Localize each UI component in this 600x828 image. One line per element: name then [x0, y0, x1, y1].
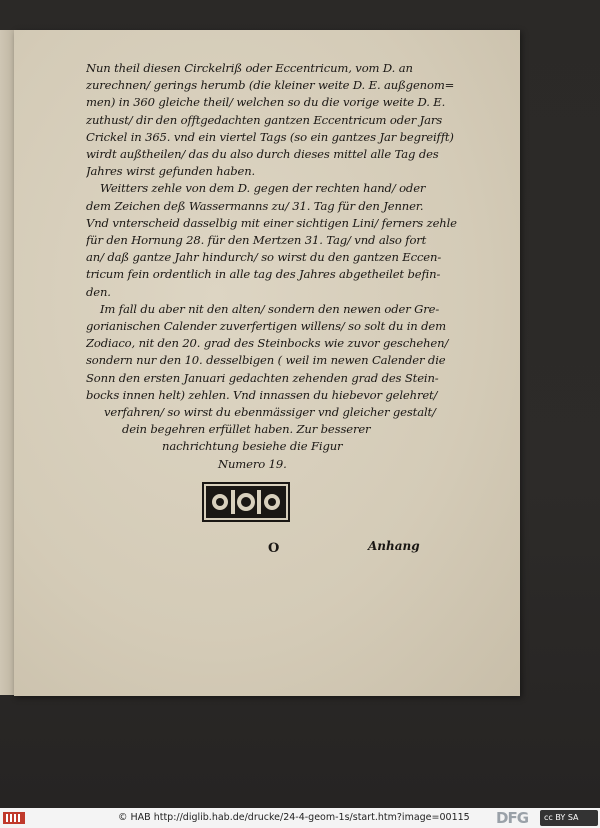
viewer-footer	[0, 808, 600, 828]
body-text	[86, 60, 496, 473]
text-line: Weitters zehle von dem D. gegen der rechten hand/ oder	[100, 181, 426, 196]
text-line: dein begehren erfüllet haben. Zur besserer	[122, 422, 371, 437]
book-page	[14, 30, 520, 696]
text-line: zurechnen/ gerings herumb (die kleiner weite D. E. außgenom=	[86, 78, 455, 93]
text-line: sondern nur den 10. desselbigen ( weil im newen Calender die	[86, 353, 446, 368]
text-line: bocks innen helt) zehlen. Vnd innassen du hiebevor gelehret/	[86, 387, 438, 402]
paragraph-2	[86, 180, 496, 300]
text-line: für den Hornung 28. für den Mertzen 31. Tag/ vnd also fort	[86, 233, 427, 248]
text-line: den.	[86, 284, 111, 299]
text-line: Vnd vnterscheid dasselbig mit einer sichtigen Lini/ ferners zehle	[86, 215, 457, 230]
text-line: wirdt außtheilen/ das du also durch dieses mittel alle Tag des	[86, 147, 439, 162]
text-line: Numero 19.	[218, 456, 287, 471]
text-line: Nun theil diesen Circkelriß oder Eccentricum, vom D. an	[86, 61, 413, 75]
text-line: verfahren/ so wirst du ebenmässiger vnd gleicher gestalt/	[104, 405, 436, 420]
text-line: nachrichtung besiehe die Figur	[162, 439, 343, 454]
paragraph-3	[86, 301, 496, 473]
text-line: men) in 360 gleiche theil/ welchen so du die vorige weite D. E.	[86, 95, 446, 110]
dfg-logo: DFG	[496, 809, 529, 827]
license-badge[interactable]	[540, 810, 598, 826]
license-label: cc BY SA	[544, 813, 579, 822]
source-link[interactable]: © HAB http://diglib.hab.de/drucke/24-4-geom-1s/start.htm?image=00115	[118, 812, 470, 823]
text-line: Im fall du aber nit den alten/ sondern den newen oder Gre-	[100, 301, 440, 316]
text-line: zuthust/ dir den offtgedachten gantzen Eccentricum oder Jars	[86, 112, 443, 127]
text-line: Crickel in 365. vnd ein viertel Tags (so ein gantzes Jar begreifft)	[86, 129, 454, 144]
printers-ornament-icon	[202, 482, 290, 522]
text-line: Zodiaco, nit den 20. grad des Steinbocks wie zuvor geschehen/	[86, 336, 449, 351]
previous-page-edge	[0, 30, 14, 695]
text-line: dem Zeichen deß Wassermanns zu/ 31. Tag für den Jenner.	[86, 198, 424, 213]
text-line: an/ daß gantze Jahr hindurch/ so wirst du den gantzen Eccen-	[86, 250, 442, 265]
signature-mark: O	[268, 541, 280, 556]
text-line: Jahres wirst gefunden haben.	[86, 164, 256, 179]
text-line: tricum fein ordentlich in alle tag des Jahres abgetheilet befin-	[86, 267, 441, 282]
library-logo-icon	[3, 812, 25, 824]
text-line: Sonn den ersten Januari gedachten zehenden grad des Stein-	[86, 370, 439, 385]
paragraph-1	[86, 60, 496, 180]
catchword: Anhang	[368, 539, 420, 553]
text-line: gorianischen Calender zuverfertigen willens/ so solt du in dem	[86, 319, 446, 334]
